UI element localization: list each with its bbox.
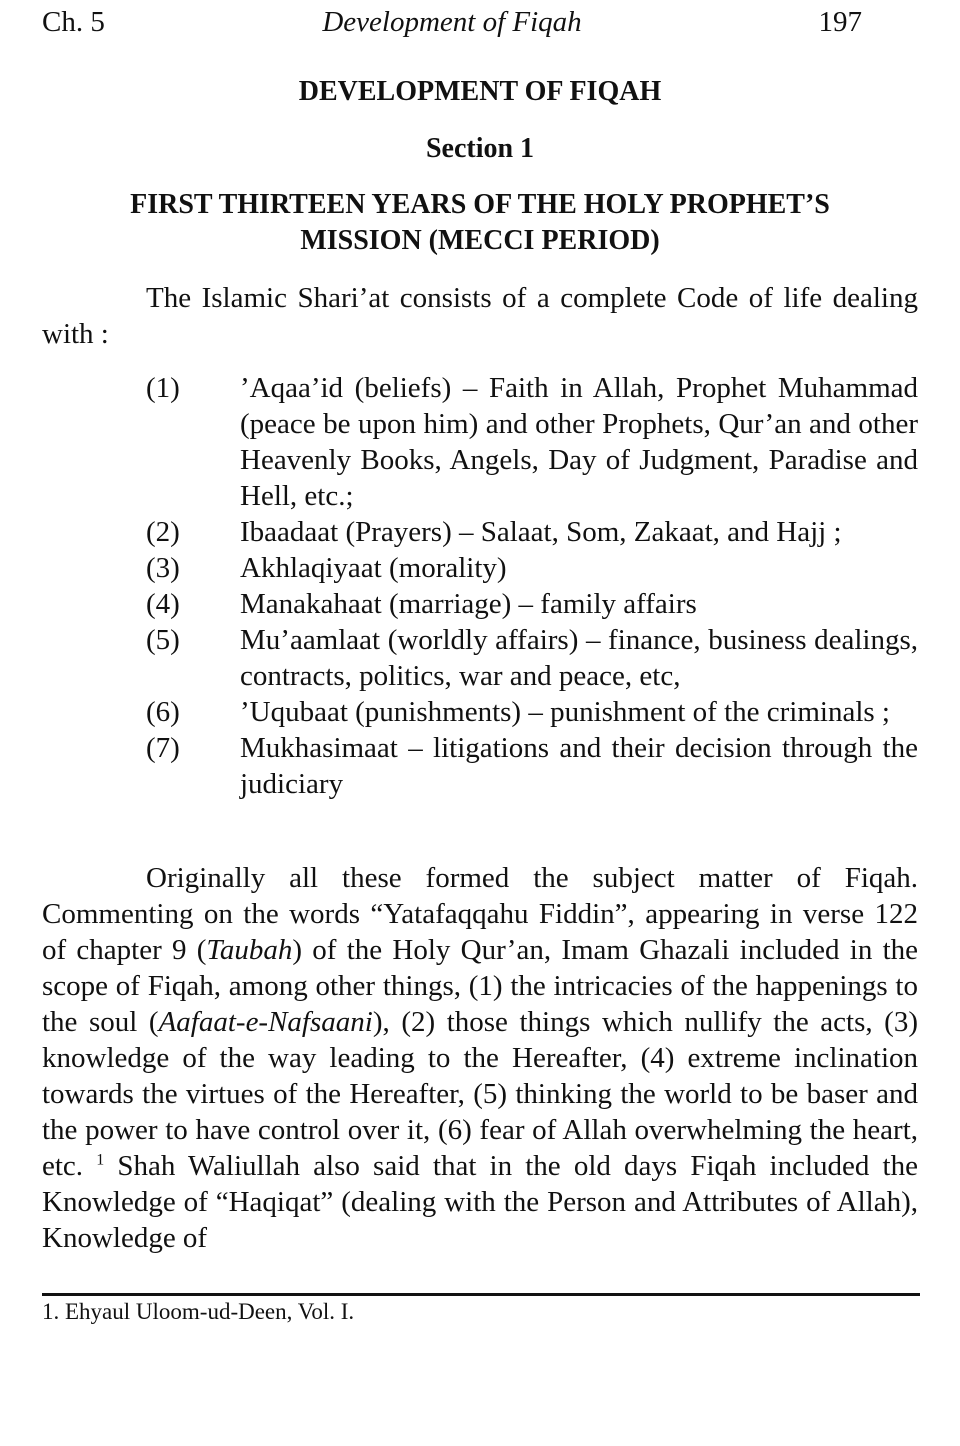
list-item xyxy=(42,586,918,622)
body-text: ) of the Holy Qur’an, Imam Ghazali included in the scope of Fiqah, among other things, (1) the intricacies of the happenings to the soul ( xyxy=(42,934,918,1038)
list-item xyxy=(42,370,918,514)
fiqah-topics-list xyxy=(42,370,918,802)
list-item-number: (4) xyxy=(146,588,180,620)
list-item xyxy=(42,550,918,586)
list-item-text: ’Aqaa’id (beliefs) – Faith in Allah, Prophet Muhammad (peace be upon him) and other Prophets, Qur’an and other Heavenly Books, Angels, Day of Judgment, Paradise and Hell, etc.; xyxy=(240,372,918,512)
page-number: 197 xyxy=(818,6,862,38)
chapter-label: Ch. 5 xyxy=(42,6,105,38)
list-item-text: Mukhasimaat – litigations and their decision through the judiciary xyxy=(240,732,918,800)
body-text: Shah Waliullah also said that in the old days Fiqah included the Knowledge of “Haqiqat” (dealing with the Person and Attributes of Allah), Knowledge of xyxy=(42,1150,918,1254)
section-subtitle xyxy=(42,187,918,259)
section-subtitle-line-2: MISSION (MECCI PERIOD) xyxy=(300,225,660,256)
list-item xyxy=(42,622,918,694)
footnote: 1. Ehyaul Uloom-ud-Deen, Vol. I. xyxy=(42,1299,355,1324)
body-text: Originally all these formed the subject matter of Fiqah. Commenting on the words “Yatafaqqahu Fiddin”, appearing in verse 122 of chapter 9 ( xyxy=(42,862,918,966)
list-item-text: Manakahaat (marriage) – family affairs xyxy=(240,588,697,620)
italic-term-taubah: Taubah xyxy=(206,934,293,966)
footnote-reference[interactable]: 1 xyxy=(96,1151,105,1169)
list-item-number: (7) xyxy=(146,732,180,764)
footnote-divider xyxy=(42,1293,920,1296)
section-heading: Section 1 xyxy=(425,133,535,164)
intro-paragraph: The Islamic Shari’at consists of a complete Code of life dealing with : xyxy=(42,282,918,350)
list-item-text: Mu’aamlaat (worldly affairs) – finance, business dealings, contracts, politics, war and peace, etc, xyxy=(240,624,918,692)
list-item-number: (6) xyxy=(146,696,180,728)
italic-term-aafaat: Aafaat-e-Nafsaani xyxy=(158,1006,373,1038)
list-item xyxy=(42,514,918,550)
body-paragraph xyxy=(42,860,918,1256)
list-item-text: Ibaadaat (Prayers) – Salaat, Som, Zakaat, and Hajj ; xyxy=(240,516,842,548)
list-item xyxy=(42,694,918,730)
section-subtitle-line-1: FIRST THIRTEEN YEARS OF THE HOLY PROPHET’S xyxy=(130,189,830,220)
body-text: ), (2) those things which nullify the acts, (3) knowledge of the way leading to the Hereafter, (4) extreme inclination towards the virtues of the Hereafter, (5) thinking the world to be baser and the power to have control over it, (6) fear of Allah overwhelming the heart, etc. xyxy=(42,1006,918,1182)
running-head xyxy=(42,2,862,42)
list-item-text: Akhlaqiyaat (morality) xyxy=(240,552,507,584)
list-item-number: (1) xyxy=(146,372,180,404)
list-item-number: (3) xyxy=(146,552,180,584)
running-title: Development of Fiqah xyxy=(322,6,582,38)
list-item-text: ’Uqubaat (punishments) – punishment of the criminals ; xyxy=(240,696,890,728)
chapter-heading: DEVELOPMENT OF FIQAH xyxy=(298,76,662,107)
list-item xyxy=(42,730,918,802)
list-item-number: (2) xyxy=(146,516,180,548)
list-item-number: (5) xyxy=(146,624,180,656)
